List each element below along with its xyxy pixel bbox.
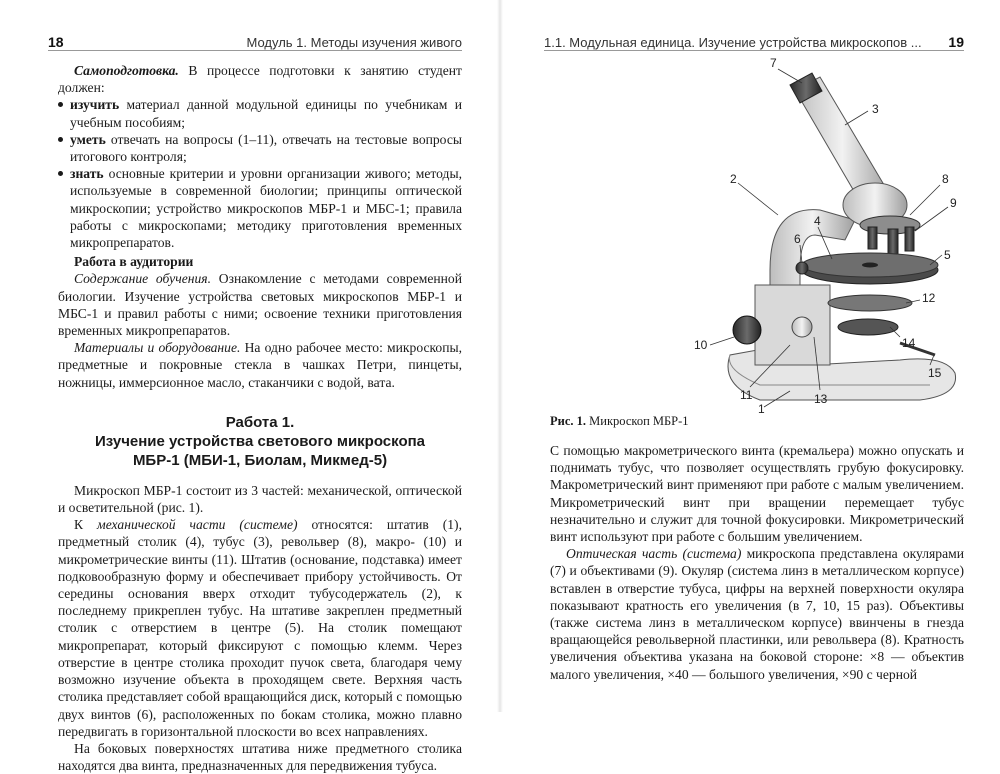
page-number: 19 <box>948 34 964 50</box>
work-title <box>58 413 462 470</box>
list-item-key: изучить <box>70 97 120 113</box>
figure-caption <box>550 414 689 429</box>
micro-screw <box>792 317 812 337</box>
work-title-line-1: Работа 1. <box>225 413 295 431</box>
mirror <box>838 319 898 335</box>
optical-term: Оптическая часть (система) <box>566 546 742 562</box>
callout-label: 5 <box>944 248 951 262</box>
list-item <box>58 96 462 130</box>
stage-opening <box>862 263 878 268</box>
list-item-text: отвечать на вопросы (1–11), отвечать на тестовые вопросы итогового контроля; <box>70 131 462 165</box>
callout-label: 4 <box>814 214 821 228</box>
callout-label: 6 <box>794 232 801 246</box>
materials-label: Материалы и оборудование. <box>74 340 241 356</box>
self-prep-paragraph <box>58 62 462 96</box>
page-number: 18 <box>48 34 64 50</box>
body-paragraph: Микроскоп МБР-1 состоит из 3 частей: механической, оптической и осветительной (рис. 1). <box>58 482 462 516</box>
callout-label: 14 <box>902 336 916 350</box>
work-title-line-3: МБР-1 (МБИ-1, Биолам, Микмед-5) <box>132 451 388 469</box>
body-paragraph: На боковых поверхностях штатива ниже предметного столика находятся два винта, предназначенных для передвижения тубуса. <box>58 740 462 774</box>
callout-label: 15 <box>928 366 942 380</box>
materials-text: На одно рабочее место: микроскопы, предметные и покровные стекла в чашках Петри, пинцеты, ножницы, иммерсионное масло, стаканчики с водой, вата. <box>58 340 463 390</box>
mechanical-paragraph <box>58 516 462 740</box>
list-item <box>58 165 462 251</box>
callout-label: 2 <box>730 172 737 186</box>
auditorium-title: Работа в аудитории <box>74 254 194 270</box>
mechanical-term: механической части (системе) <box>97 517 298 533</box>
running-head: Модуль 1. Методы изучения живого <box>246 35 462 50</box>
list-item-text: материал данной модульной единицы по учебникам и учебным пособиям; <box>70 97 462 130</box>
callout-label: 13 <box>814 392 828 406</box>
optical-paragraph <box>550 545 964 683</box>
content-text: Ознакомление с методами современной биологии. Изучение устройства световых микроскопов МБР-1 и МБС-1 и правил работы с ними; освоение техники приготовления временных микропрепаратов. <box>58 271 462 339</box>
caption-text: Микроскоп МБР-1 <box>586 414 689 428</box>
callout-label: 9 <box>950 196 957 210</box>
objective-lens <box>868 227 877 249</box>
optical-text: микроскопа представлена окулярами (7) и объективами (9). Окуляр (система линз в металлическом корпусе) вставлен в отверстие тубуса, цифры на верхней поверхности окуляра показывают кратность его увеличения (в 7, 10, 15 раз). Объективы (также система линз в металлическом корпусе) ввинчены в гнезда вращающейся револьверной пластинки, или револьвера (8). Кратность увеличения объектива указана на боковой стороне: ×8 — объектив малого увеличения, ×40 — большого увеличения, ×90 с черной <box>550 546 964 682</box>
list-item <box>58 131 462 165</box>
callout-label: 7 <box>770 56 777 70</box>
self-prep-title: Самоподготовка. <box>74 63 179 78</box>
objective-lens <box>888 229 898 255</box>
callout-label: 11 <box>740 388 753 402</box>
list-item-key: уметь <box>70 131 106 147</box>
callout-label: 1 <box>758 402 765 415</box>
objective-lens <box>905 227 914 251</box>
list-item-text: основные критерии и уровни организации живого; методы, используемые в современной биологии; принципы оптической микроскопии; устройство микроскопов МБР-1 и МБС-1; правила работы с микроскопами; методику приготовления временных микропрепаратов. <box>70 166 462 251</box>
right-running-header <box>544 28 964 51</box>
list-item-key: знать <box>70 166 104 182</box>
caption-label: Рис. 1. <box>550 414 587 428</box>
materials-paragraph <box>58 339 462 391</box>
callout-label: 8 <box>942 172 949 186</box>
work-title-line-2: Изучение устройства светового микроскопа <box>94 432 426 450</box>
self-prep-intro: В процессе подготовки к занятию студент должен: <box>58 63 462 96</box>
callout-label: 3 <box>872 102 879 116</box>
running-head: 1.1. Модульная единица. Изучение устройства микроскопов ... <box>544 35 922 50</box>
mechanical-prefix: К <box>74 517 98 533</box>
content-label: Содержание обучения. <box>74 271 211 287</box>
right-body <box>550 442 964 683</box>
mechanical-text: относятся: штатив (1), предметный столик (4), тубус (3), револьвер (8), макро- (10) и микрометрические винты (11). Штатив (основание, подставка) имеет подковообразную форму и обеспечивает прибору устойчивость. От середины основания вверх отходит тубусодержатель (2), к последнему прикреплен тубус. На штативе закреплен предметный столик с отверстием в центре (5). На столик помещают микропрепарат, который фиксируют с помощью клемм. Через отверстие в центре столика проходит пучок света, благодаря чему возможно изучение объекта в проходящем свете. Верхняя часть столика представляет собой вращающийся диск, который с помощью двух винтов (6), расположенных по бокам столика, можно плавно передвигать в горизонтальной плоскости во всех направлениях. <box>58 517 462 739</box>
self-prep-list <box>58 96 462 251</box>
callout-label: 12 <box>922 291 936 305</box>
callout-label: 10 <box>694 338 708 352</box>
condenser <box>828 295 912 311</box>
left-running-header <box>48 28 462 51</box>
macro-screw <box>733 316 761 344</box>
stage-screw <box>796 262 808 274</box>
microscope-figure <box>690 55 980 415</box>
content-paragraph <box>58 270 462 339</box>
left-body <box>58 62 462 774</box>
body-paragraph: С помощью макрометрического винта (кремальера) можно опускать и поднимать тубус, что позволяет осуществлять грубую фокусировку. Макрометрический винт применяют при работе с малым увеличением. Микрометрический винт при вращении перемещает тубус незначительно и служит для точной фокусировки. Микрометрический винт используют при работе с большим увеличением. <box>550 443 964 545</box>
